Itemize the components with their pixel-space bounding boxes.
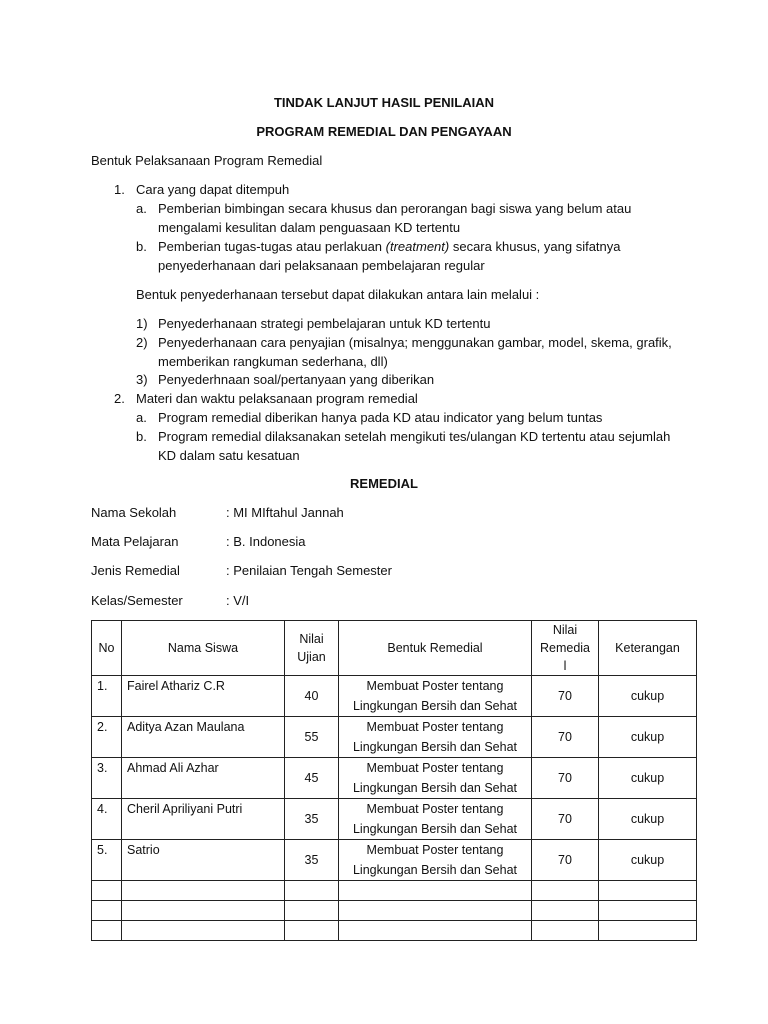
cell-no: 2. [92,717,122,758]
header-nilai-ujian [285,621,339,676]
item-2-text: Materi dan waktu pelaksanaan program remedial [136,391,418,406]
cell-bentuk-line2: Lingkungan Bersih dan Sehat [352,740,517,754]
info-label-kelas-semester: Kelas/Semester [91,593,183,608]
header-bentuk-remedial: Bentuk Remedial [339,621,532,676]
cell-nilai-remedial: 70 [532,799,599,840]
info-value-mata-pelajaran: : B. Indonesia [226,534,306,549]
cell-bentuk-line1: Membuat Poster tentang [366,843,504,857]
bentuk-text: Bentuk penyederhanaan tersebut dapat dilakukan antara lain melalui : [136,287,540,302]
header-nilai-ujian-line2: Ujian [297,650,326,664]
cell-empty [122,921,285,941]
cell-no: 4. [92,799,122,840]
header-keterangan: Keterangan [599,621,697,676]
cell-nilai-remedial: 70 [532,840,599,881]
cell-keterangan: cukup [599,717,697,758]
cell-bentuk-line2: Lingkungan Bersih dan Sehat [352,781,517,795]
cell-empty [532,921,599,941]
cell-nilai-ujian: 35 [285,840,339,881]
table-row [92,840,697,881]
sub-1-marker: 1) [136,316,148,331]
item-1-text: Cara yang dapat ditempuh [136,182,290,197]
cell-nama: Satrio [122,840,285,881]
info-label-mata-pelajaran: Mata Pelajaran [91,534,179,549]
cell-empty [122,901,285,921]
table-row-empty [92,881,697,901]
item-1a-line1: Pemberian bimbingan secara khusus dan perorangan bagi siswa yang belum atau [158,201,632,216]
cell-empty [92,881,122,901]
table-header-row [92,621,697,676]
info-label-nama-sekolah: Nama Sekolah [91,505,177,520]
cell-empty [599,921,697,941]
cell-no: 1. [92,676,122,717]
item-2b-line2: KD dalam satu kesatuan [158,448,300,463]
cell-nama: Ahmad Ali Azhar [122,758,285,799]
document-title: TINDAK LANJUT HASIL PENILAIAN [273,95,495,110]
table-row [92,717,697,758]
table-row [92,758,697,799]
cell-empty [285,881,339,901]
cell-empty [92,921,122,941]
item-1b-line1 [158,237,621,256]
cell-empty [532,901,599,921]
cell-keterangan: cukup [599,840,697,881]
item-1b-marker: b. [136,239,147,254]
info-label-jenis-remedial: Jenis Remedial [91,563,180,578]
cell-bentuk [339,840,532,881]
cell-bentuk [339,676,532,717]
item-1b-line2: penyederhanaan dari pelaksanaan pembelajaran regular [158,258,485,273]
item-2a-line1: Program remedial diberikan hanya pada KD atau indicator yang belum tuntas [158,410,603,425]
item-2-number: 2. [114,391,125,406]
cell-nilai-ujian: 35 [285,799,339,840]
cell-empty [599,901,697,921]
cell-bentuk-line1: Membuat Poster tentang [366,802,504,816]
cell-bentuk-line2: Lingkungan Bersih dan Sehat [352,863,517,877]
cell-no: 3. [92,758,122,799]
header-nama-siswa: Nama Siswa [122,621,285,676]
intro-text: Bentuk Pelaksanaan Program Remedial [91,153,323,168]
item-1b-text-italic: (treatment) [385,239,450,254]
cell-empty [92,901,122,921]
cell-empty [285,921,339,941]
item-2b-line1: Program remedial dilaksanakan setelah mengikuti tes/ulangan KD tertentu atau sejumlah [158,429,671,444]
header-nilai-remedial-line2: Remedia [539,641,591,655]
cell-bentuk-line2: Lingkungan Bersih dan Sehat [352,699,517,713]
cell-bentuk-line2: Lingkungan Bersih dan Sehat [352,822,517,836]
header-nilai-remedial-line3: l [563,659,567,673]
table-row-empty [92,921,697,941]
item-1b-text-after: secara khusus, yang sifatnya [449,239,621,254]
item-1a-marker: a. [136,201,147,216]
item-1b-text-before: Pemberian tugas-tugas atau perlakuan [158,239,386,254]
info-value-nama-sekolah: : MI MIftahul Jannah [226,505,344,520]
cell-keterangan: cukup [599,799,697,840]
cell-bentuk-line1: Membuat Poster tentang [366,761,504,775]
cell-bentuk [339,799,532,840]
cell-empty [122,881,285,901]
cell-keterangan: cukup [599,758,697,799]
cell-empty [339,881,532,901]
header-nilai-remedial-line1: Nilai [552,623,578,637]
cell-nilai-ujian: 55 [285,717,339,758]
item-1-number: 1. [114,182,125,197]
item-1a-line2: mengalami kesulitan dalam penguasaan KD tertentu [158,220,461,235]
remedial-table [91,620,697,941]
cell-empty [285,901,339,921]
cell-empty [339,921,532,941]
cell-nilai-remedial: 70 [532,717,599,758]
cell-empty [599,881,697,901]
sub-2-line2: memberikan rangkuman sederhana, dll) [158,354,388,369]
document-subtitle: PROGRAM REMEDIAL DAN PENGAYAAN [256,124,512,139]
cell-keterangan: cukup [599,676,697,717]
item-2b-marker: b. [136,429,147,444]
cell-no: 5. [92,840,122,881]
header-nilai-remedial [532,621,599,676]
header-nilai-ujian-line1: Nilai [299,632,324,646]
cell-nama: Aditya Azan Maulana [122,717,285,758]
sub-3-marker: 3) [136,372,148,387]
cell-empty [532,881,599,901]
sub-2-line1: Penyederhanaan cara penyajian (misalnya; menggunakan gambar, model, skema, grafik, [158,335,672,350]
sub-2-marker: 2) [136,335,148,350]
cell-bentuk [339,758,532,799]
cell-nilai-ujian: 40 [285,676,339,717]
cell-nama: Fairel Athariz C.R [122,676,285,717]
table-row [92,676,697,717]
sub-1-line1: Penyederhanaan strategi pembelajaran untuk KD tertentu [158,316,491,331]
cell-nilai-ujian: 45 [285,758,339,799]
info-value-kelas-semester: : V/I [226,593,250,608]
remedial-heading: REMEDIAL [350,476,418,491]
cell-nilai-remedial: 70 [532,758,599,799]
cell-bentuk-line1: Membuat Poster tentang [366,679,504,693]
item-2a-marker: a. [136,410,147,425]
cell-nama: Cheril Apriliyani Putri [122,799,285,840]
cell-empty [339,901,532,921]
table-row [92,799,697,840]
cell-bentuk [339,717,532,758]
sub-3-line1: Penyederhnaan soal/pertanyaan yang diberikan [158,372,435,387]
table-row-empty [92,901,697,921]
cell-nilai-remedial: 70 [532,676,599,717]
cell-bentuk-line1: Membuat Poster tentang [366,720,504,734]
info-value-jenis-remedial: : Penilaian Tengah Semester [226,563,392,578]
header-no: No [92,621,122,676]
